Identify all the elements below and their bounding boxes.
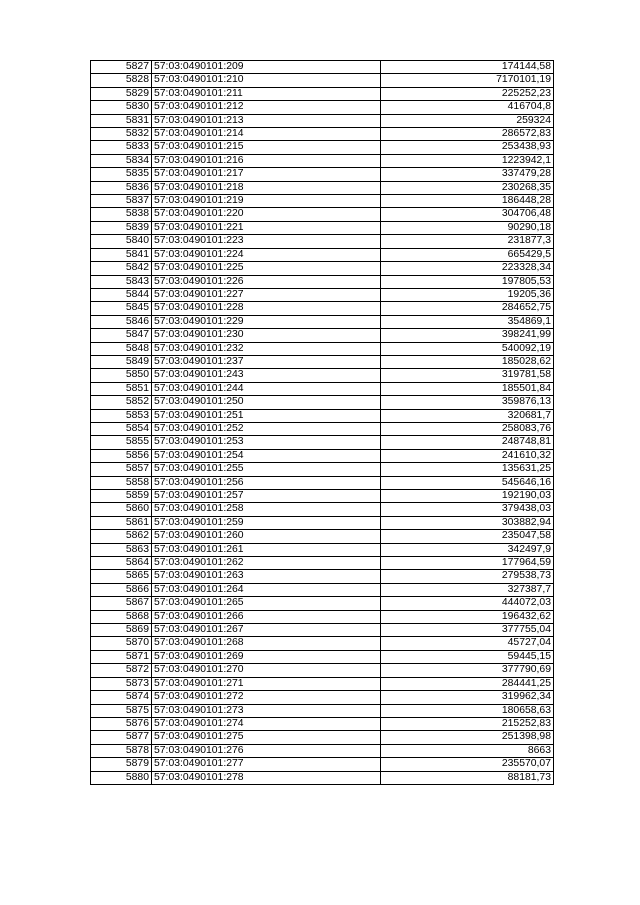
- cadastral-value-cell: 304706,48: [381, 208, 554, 221]
- cadastral-value-cell: 177964,59: [381, 557, 554, 570]
- cadastral-value-cell: 337479,28: [381, 168, 554, 181]
- row-number-cell: 5835: [91, 168, 152, 181]
- table-row: [91, 382, 554, 395]
- cadastral-value-table: [90, 60, 554, 785]
- table-row: [91, 195, 554, 208]
- cadastral-value-cell: 377755,04: [381, 624, 554, 637]
- cadastral-value-cell: 235047,58: [381, 530, 554, 543]
- cadastral-number-cell: 57:03:0490101:271: [152, 677, 381, 690]
- table-row: [91, 369, 554, 382]
- table-row: [91, 262, 554, 275]
- table-row: [91, 449, 554, 462]
- table-row: [91, 74, 554, 87]
- table-row: [91, 610, 554, 623]
- cadastral-value-cell: 354869,1: [381, 315, 554, 328]
- cadastral-number-cell: 57:03:0490101:266: [152, 610, 381, 623]
- cadastral-number-cell: 57:03:0490101:243: [152, 369, 381, 382]
- row-number-cell: 5865: [91, 570, 152, 583]
- table-row: [91, 664, 554, 677]
- cadastral-value-cell: 59445,15: [381, 650, 554, 663]
- cadastral-value-cell: 286572,83: [381, 128, 554, 141]
- cadastral-number-cell: 57:03:0490101:278: [152, 771, 381, 784]
- cadastral-number-cell: 57:03:0490101:214: [152, 128, 381, 141]
- cadastral-value-cell: 303882,94: [381, 516, 554, 529]
- cadastral-number-cell: 57:03:0490101:237: [152, 355, 381, 368]
- row-number-cell: 5840: [91, 235, 152, 248]
- table-row: [91, 731, 554, 744]
- cadastral-value-cell: 174144,58: [381, 61, 554, 74]
- table-row: [91, 128, 554, 141]
- cadastral-value-cell: 8663: [381, 744, 554, 757]
- cadastral-number-cell: 57:03:0490101:254: [152, 449, 381, 462]
- cadastral-number-cell: 57:03:0490101:226: [152, 275, 381, 288]
- cadastral-number-cell: 57:03:0490101:225: [152, 262, 381, 275]
- cadastral-value-cell: 231877,3: [381, 235, 554, 248]
- table-row: [91, 101, 554, 114]
- cadastral-value-cell: 342497,9: [381, 543, 554, 556]
- cadastral-number-cell: 57:03:0490101:219: [152, 195, 381, 208]
- table-row: [91, 624, 554, 637]
- cadastral-value-cell: 88181,73: [381, 771, 554, 784]
- row-number-cell: 5861: [91, 516, 152, 529]
- row-number-cell: 5875: [91, 704, 152, 717]
- row-number-cell: 5837: [91, 195, 152, 208]
- table-row: [91, 530, 554, 543]
- cadastral-value-cell: 196432,62: [381, 610, 554, 623]
- row-number-cell: 5866: [91, 583, 152, 596]
- row-number-cell: 5832: [91, 128, 152, 141]
- table-row: [91, 516, 554, 529]
- cadastral-value-cell: 284652,75: [381, 302, 554, 315]
- table-row: [91, 557, 554, 570]
- cadastral-number-cell: 57:03:0490101:258: [152, 503, 381, 516]
- cadastral-number-cell: 57:03:0490101:251: [152, 409, 381, 422]
- cadastral-number-cell: 57:03:0490101:218: [152, 181, 381, 194]
- row-number-cell: 5869: [91, 624, 152, 637]
- cadastral-number-cell: 57:03:0490101:224: [152, 248, 381, 261]
- table-row: [91, 168, 554, 181]
- table-row: [91, 329, 554, 342]
- row-number-cell: 5858: [91, 476, 152, 489]
- row-number-cell: 5880: [91, 771, 152, 784]
- row-number-cell: 5853: [91, 409, 152, 422]
- row-number-cell: 5862: [91, 530, 152, 543]
- cadastral-value-cell: 225252,23: [381, 87, 554, 100]
- row-number-cell: 5864: [91, 557, 152, 570]
- cadastral-value-cell: 197805,53: [381, 275, 554, 288]
- table-row: [91, 275, 554, 288]
- table-row: [91, 650, 554, 663]
- row-number-cell: 5868: [91, 610, 152, 623]
- table-row: [91, 114, 554, 127]
- cadastral-number-cell: 57:03:0490101:256: [152, 476, 381, 489]
- cadastral-number-cell: 57:03:0490101:268: [152, 637, 381, 650]
- row-number-cell: 5836: [91, 181, 152, 194]
- row-number-cell: 5877: [91, 731, 152, 744]
- row-number-cell: 5854: [91, 422, 152, 435]
- row-number-cell: 5863: [91, 543, 152, 556]
- row-number-cell: 5828: [91, 74, 152, 87]
- cadastral-value-cell: 319781,58: [381, 369, 554, 382]
- cadastral-number-cell: 57:03:0490101:212: [152, 101, 381, 114]
- table-row: [91, 704, 554, 717]
- cadastral-value-cell: 180658,63: [381, 704, 554, 717]
- row-number-cell: 5845: [91, 302, 152, 315]
- row-number-cell: 5850: [91, 369, 152, 382]
- cadastral-number-cell: 57:03:0490101:227: [152, 288, 381, 301]
- table-row: [91, 503, 554, 516]
- cadastral-value-cell: 7170101,19: [381, 74, 554, 87]
- cadastral-number-cell: 57:03:0490101:267: [152, 624, 381, 637]
- table-row: [91, 463, 554, 476]
- table-row: [91, 436, 554, 449]
- cadastral-number-cell: 57:03:0490101:217: [152, 168, 381, 181]
- row-number-cell: 5872: [91, 664, 152, 677]
- table-row: [91, 315, 554, 328]
- cadastral-value-cell: 540092,19: [381, 342, 554, 355]
- table-row: [91, 355, 554, 368]
- cadastral-value-cell: 251398,98: [381, 731, 554, 744]
- cadastral-number-cell: 57:03:0490101:260: [152, 530, 381, 543]
- cadastral-number-cell: 57:03:0490101:261: [152, 543, 381, 556]
- table-row: [91, 476, 554, 489]
- cadastral-number-cell: 57:03:0490101:250: [152, 396, 381, 409]
- row-number-cell: 5860: [91, 503, 152, 516]
- row-number-cell: 5830: [91, 101, 152, 114]
- cadastral-number-cell: 57:03:0490101:263: [152, 570, 381, 583]
- cadastral-number-cell: 57:03:0490101:230: [152, 329, 381, 342]
- row-number-cell: 5859: [91, 490, 152, 503]
- cadastral-value-cell: 665429,5: [381, 248, 554, 261]
- row-number-cell: 5827: [91, 61, 152, 74]
- row-number-cell: 5833: [91, 141, 152, 154]
- cadastral-value-cell: 359876,13: [381, 396, 554, 409]
- cadastral-number-cell: 57:03:0490101:252: [152, 422, 381, 435]
- row-number-cell: 5855: [91, 436, 152, 449]
- row-number-cell: 5849: [91, 355, 152, 368]
- row-number-cell: 5867: [91, 597, 152, 610]
- cadastral-number-cell: 57:03:0490101:223: [152, 235, 381, 248]
- cadastral-value-cell: 90290,18: [381, 221, 554, 234]
- cadastral-number-cell: 57:03:0490101:216: [152, 154, 381, 167]
- cadastral-number-cell: 57:03:0490101:232: [152, 342, 381, 355]
- row-number-cell: 5831: [91, 114, 152, 127]
- row-number-cell: 5852: [91, 396, 152, 409]
- table-row: [91, 717, 554, 730]
- table-row: [91, 248, 554, 261]
- cadastral-number-cell: 57:03:0490101:228: [152, 302, 381, 315]
- cadastral-value-cell: 19205,36: [381, 288, 554, 301]
- table-row: [91, 87, 554, 100]
- cadastral-number-cell: 57:03:0490101:244: [152, 382, 381, 395]
- row-number-cell: 5857: [91, 463, 152, 476]
- cadastral-value-cell: 185028,62: [381, 355, 554, 368]
- table-row: [91, 758, 554, 771]
- cadastral-number-cell: 57:03:0490101:276: [152, 744, 381, 757]
- cadastral-number-cell: 57:03:0490101:274: [152, 717, 381, 730]
- cadastral-number-cell: 57:03:0490101:213: [152, 114, 381, 127]
- cadastral-value-cell: 223328,34: [381, 262, 554, 275]
- cadastral-number-cell: 57:03:0490101:211: [152, 87, 381, 100]
- table-row: [91, 691, 554, 704]
- cadastral-value-cell: 320681,7: [381, 409, 554, 422]
- cadastral-value-cell: 258083,76: [381, 422, 554, 435]
- table-row: [91, 288, 554, 301]
- table-row: [91, 396, 554, 409]
- cadastral-number-cell: 57:03:0490101:273: [152, 704, 381, 717]
- table-row: [91, 61, 554, 74]
- row-number-cell: 5871: [91, 650, 152, 663]
- row-number-cell: 5834: [91, 154, 152, 167]
- cadastral-value-cell: 545646,16: [381, 476, 554, 489]
- cadastral-value-cell: 185501,84: [381, 382, 554, 395]
- cadastral-value-cell: 327387,7: [381, 583, 554, 596]
- row-number-cell: 5846: [91, 315, 152, 328]
- table-row: [91, 677, 554, 690]
- row-number-cell: 5842: [91, 262, 152, 275]
- table-row: [91, 181, 554, 194]
- row-number-cell: 5829: [91, 87, 152, 100]
- cadastral-value-cell: 45727,04: [381, 637, 554, 650]
- cadastral-value-cell: 319962,34: [381, 691, 554, 704]
- row-number-cell: 5841: [91, 248, 152, 261]
- cadastral-value-cell: 235570,07: [381, 758, 554, 771]
- cadastral-value-cell: 186448,28: [381, 195, 554, 208]
- cadastral-value-cell: 416704,8: [381, 101, 554, 114]
- row-number-cell: 5879: [91, 758, 152, 771]
- row-number-cell: 5876: [91, 717, 152, 730]
- cadastral-number-cell: 57:03:0490101:265: [152, 597, 381, 610]
- row-number-cell: 5839: [91, 221, 152, 234]
- cadastral-value-cell: 284441,25: [381, 677, 554, 690]
- cadastral-value-cell: 241610,32: [381, 449, 554, 462]
- table-row: [91, 637, 554, 650]
- cadastral-value-cell: 230268,35: [381, 181, 554, 194]
- cadastral-value-cell: 248748,81: [381, 436, 554, 449]
- table-row: [91, 543, 554, 556]
- row-number-cell: 5847: [91, 329, 152, 342]
- cadastral-number-cell: 57:03:0490101:215: [152, 141, 381, 154]
- cadastral-number-cell: 57:03:0490101:210: [152, 74, 381, 87]
- cadastral-number-cell: 57:03:0490101:269: [152, 650, 381, 663]
- row-number-cell: 5838: [91, 208, 152, 221]
- table-body: [91, 61, 554, 785]
- table-row: [91, 221, 554, 234]
- table-row: [91, 208, 554, 221]
- row-number-cell: 5851: [91, 382, 152, 395]
- cadastral-number-cell: 57:03:0490101:272: [152, 691, 381, 704]
- cadastral-number-cell: 57:03:0490101:259: [152, 516, 381, 529]
- cadastral-value-cell: 379438,03: [381, 503, 554, 516]
- cadastral-value-cell: 192190,03: [381, 490, 554, 503]
- cadastral-number-cell: 57:03:0490101:262: [152, 557, 381, 570]
- cadastral-value-cell: 377790,69: [381, 664, 554, 677]
- cadastral-number-cell: 57:03:0490101:270: [152, 664, 381, 677]
- table-row: [91, 302, 554, 315]
- row-number-cell: 5844: [91, 288, 152, 301]
- table-row: [91, 490, 554, 503]
- cadastral-value-cell: 279538,73: [381, 570, 554, 583]
- table-row: [91, 583, 554, 596]
- row-number-cell: 5873: [91, 677, 152, 690]
- cadastral-number-cell: 57:03:0490101:264: [152, 583, 381, 596]
- table-row: [91, 422, 554, 435]
- table-row: [91, 744, 554, 757]
- cadastral-number-cell: 57:03:0490101:209: [152, 61, 381, 74]
- table-row: [91, 597, 554, 610]
- row-number-cell: 5874: [91, 691, 152, 704]
- cadastral-number-cell: 57:03:0490101:277: [152, 758, 381, 771]
- cadastral-value-cell: 444072,03: [381, 597, 554, 610]
- cadastral-number-cell: 57:03:0490101:221: [152, 221, 381, 234]
- cadastral-number-cell: 57:03:0490101:255: [152, 463, 381, 476]
- cadastral-value-cell: 1223942,1: [381, 154, 554, 167]
- row-number-cell: 5848: [91, 342, 152, 355]
- row-number-cell: 5878: [91, 744, 152, 757]
- table-row: [91, 342, 554, 355]
- table-row: [91, 409, 554, 422]
- table-row: [91, 154, 554, 167]
- row-number-cell: 5843: [91, 275, 152, 288]
- cadastral-value-cell: 259324: [381, 114, 554, 127]
- cadastral-number-cell: 57:03:0490101:220: [152, 208, 381, 221]
- table-row: [91, 570, 554, 583]
- cadastral-value-cell: 135631,25: [381, 463, 554, 476]
- table-row: [91, 771, 554, 784]
- cadastral-value-cell: 215252,83: [381, 717, 554, 730]
- cadastral-number-cell: 57:03:0490101:275: [152, 731, 381, 744]
- cadastral-number-cell: 57:03:0490101:253: [152, 436, 381, 449]
- cadastral-value-cell: 253438,93: [381, 141, 554, 154]
- table-row: [91, 235, 554, 248]
- row-number-cell: 5870: [91, 637, 152, 650]
- table-row: [91, 141, 554, 154]
- row-number-cell: 5856: [91, 449, 152, 462]
- cadastral-number-cell: 57:03:0490101:229: [152, 315, 381, 328]
- cadastral-number-cell: 57:03:0490101:257: [152, 490, 381, 503]
- cadastral-value-cell: 398241,99: [381, 329, 554, 342]
